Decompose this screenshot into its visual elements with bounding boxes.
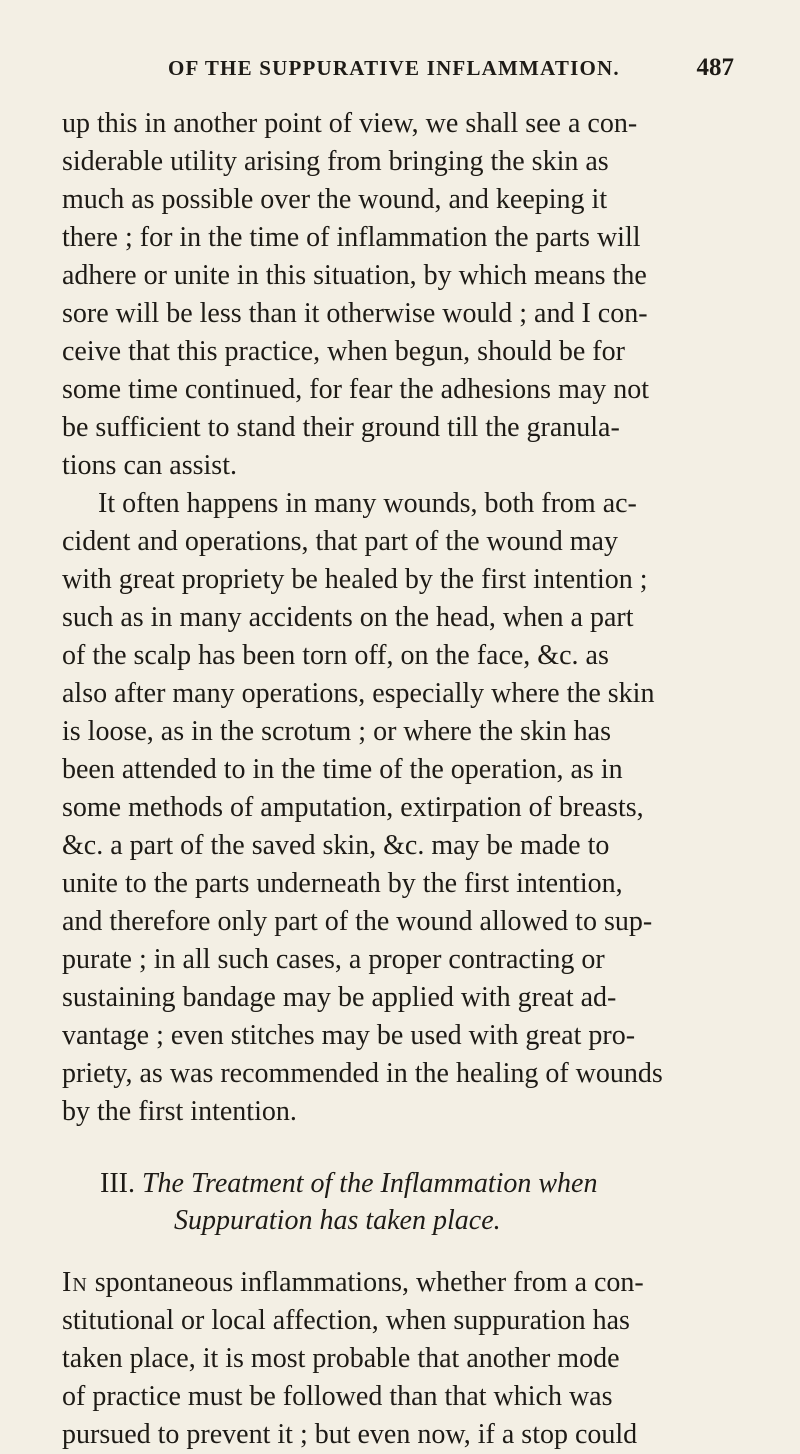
section-heading [62, 1165, 740, 1239]
text-line: cident and operations, that part of the wound may [62, 526, 618, 557]
paragraph-2 [62, 485, 740, 1131]
text-line: also after many operations, especially where the skin [62, 678, 655, 709]
text-line: priety, as was recommended in the healing of wounds [62, 1058, 663, 1089]
text-line: some methods of amputation, extirpation of breasts, [62, 792, 644, 823]
running-title: OF THE SUPPURATIVE INFLAMMATION. [168, 56, 620, 80]
text-line: It often happens in many wounds, both from ac- [98, 488, 637, 519]
text-line: up this in another point of view, we shall see a con- [62, 108, 638, 139]
text-line: such as in many accidents on the head, when a part [62, 602, 634, 633]
text-line: been attended to in the time of the operation, as in [62, 754, 623, 785]
text-line: ceive that this practice, when begun, should be for [62, 336, 625, 367]
text-line: some time continued, for fear the adhesions may not [62, 374, 650, 405]
text-line: much as possible over the wound, and keeping it [62, 184, 608, 215]
text-line: purate ; in all such cases, a proper contracting or [62, 944, 605, 975]
body-text [62, 105, 740, 1454]
text-line: sore will be less than it otherwise would ; and I con- [62, 298, 648, 329]
text-line: adhere or unite in this situation, by which means the [62, 260, 647, 291]
text-line: tions can assist. [62, 450, 237, 481]
text-line: sustaining bandage may be applied with great ad- [62, 982, 617, 1013]
text-line: with great propriety be healed by the first intention ; [62, 564, 648, 595]
text-line: unite to the parts underneath by the first intention, [62, 868, 623, 899]
spacer [62, 1131, 740, 1165]
text-line: &c. a part of the saved skin, &c. may be made to [62, 830, 610, 861]
paragraph-1 [62, 105, 740, 485]
page-number: 487 [696, 54, 734, 81]
text-line: pursued to prevent it ; but even now, if a stop could [62, 1419, 638, 1450]
text-line: of the scalp has been torn off, on the face, &c. as [62, 640, 609, 671]
text-line: be sufficient to stand their ground till the granula- [62, 412, 620, 443]
text-line: of practice must be followed than that which was [62, 1381, 613, 1412]
section-title-part-1: The Treatment of the Inflammation when [141, 1168, 598, 1199]
text-line: by the first intention. [62, 1096, 297, 1127]
text-line: and therefore only part of the wound allowed to sup- [62, 906, 653, 937]
section-heading-line-2: Suppuration has taken place. [174, 1205, 501, 1236]
spacer [62, 1239, 740, 1264]
text-line [62, 1264, 740, 1302]
text-line: there ; for in the time of inflammation the parts will [62, 222, 641, 253]
text-line: taken place, it is most probable that another mode [62, 1343, 620, 1374]
text-line: is loose, as in the scrotum ; or where the skin has [62, 716, 612, 747]
text-line: siderable utility arising from bringing the skin as [62, 146, 609, 177]
text-line: vantage ; even stitches may be used with great pro- [62, 1020, 636, 1051]
opening-word: In [62, 1267, 88, 1298]
section-number: III. [100, 1168, 135, 1199]
running-header [158, 54, 734, 82]
text-line-rest: spontaneous inflammations, whether from a con- [87, 1267, 644, 1298]
section-heading-line-1 [62, 1165, 740, 1202]
paragraph-3 [62, 1264, 740, 1454]
text-line: stitutional or local affection, when suppuration has [62, 1305, 630, 1336]
